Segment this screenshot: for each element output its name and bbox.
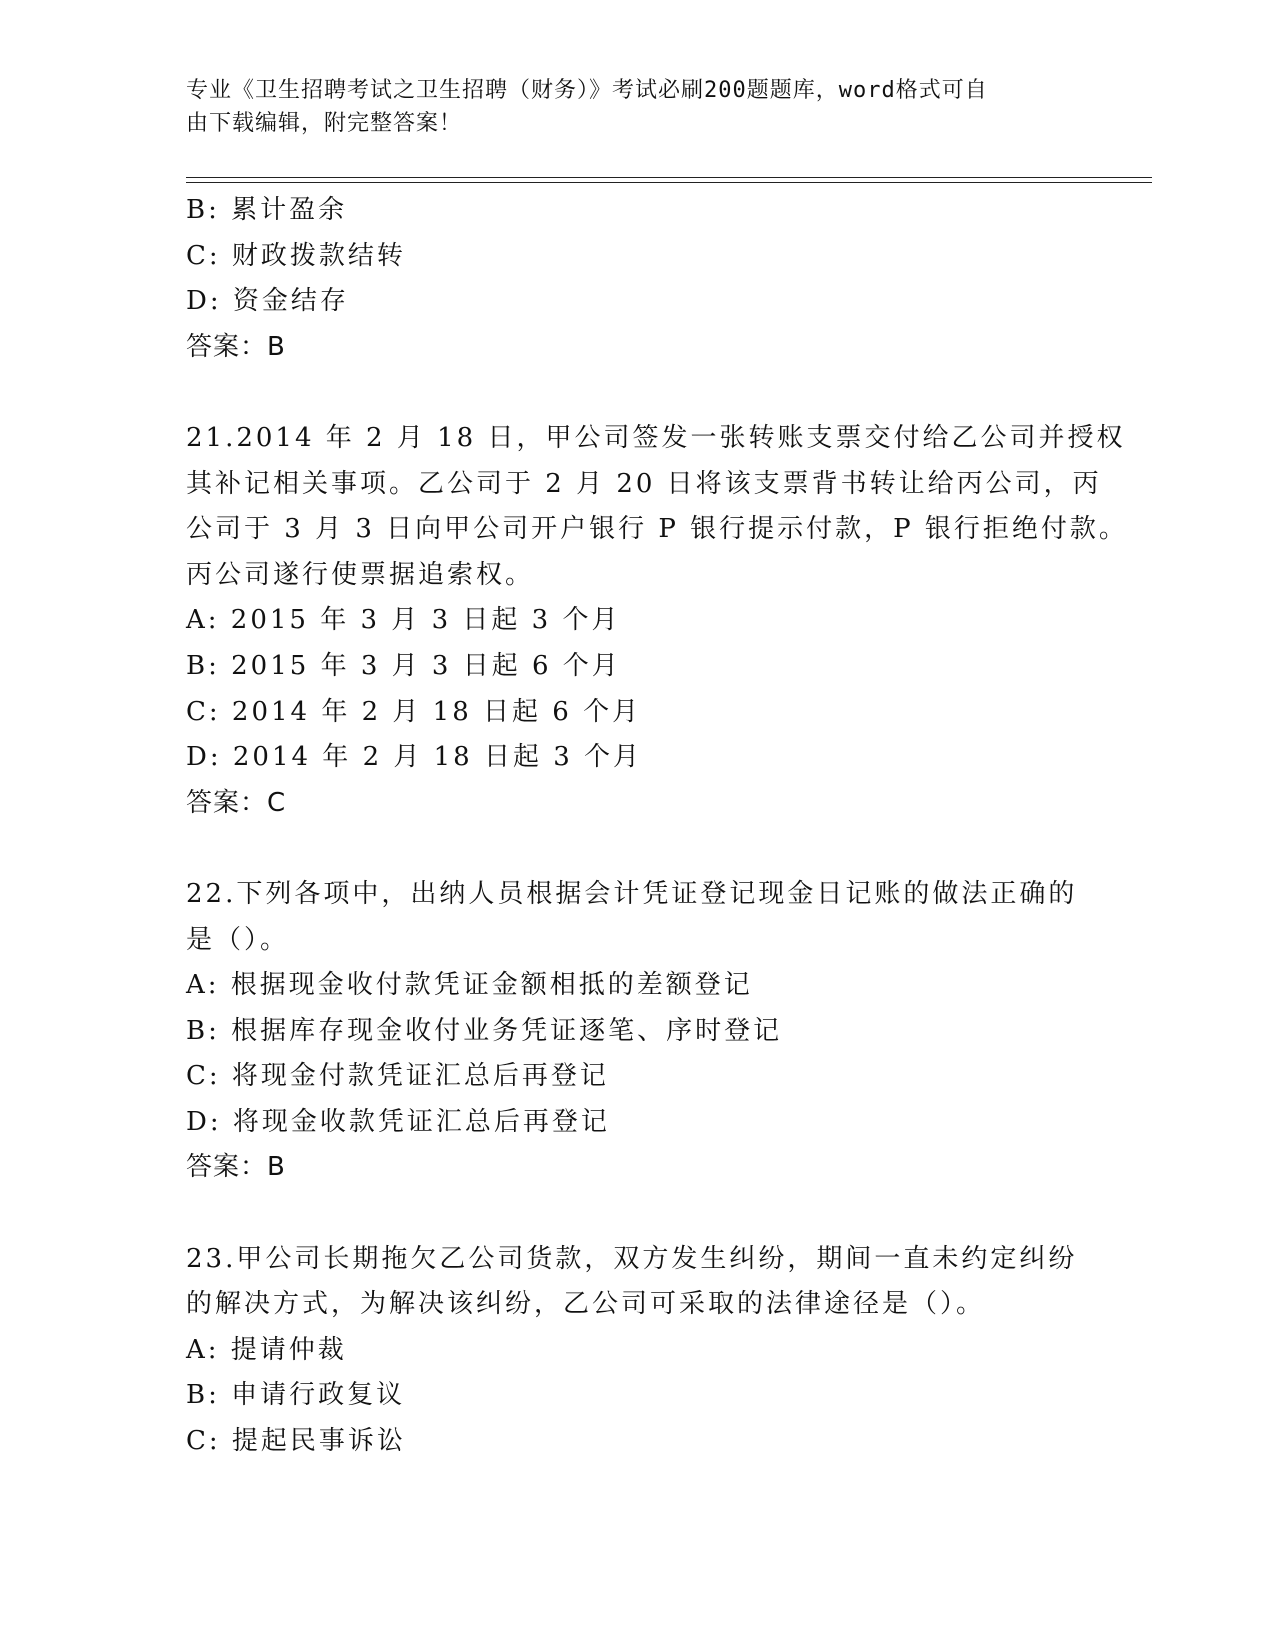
option-b: B: 申请行政复议 <box>186 1380 406 1411</box>
answer-line: 答案：C <box>186 787 287 818</box>
question-stem-line: 23.甲公司长期拖欠乙公司货款，双方发生纠纷，期间一直未约定纠纷 <box>186 1243 1078 1274</box>
answer-line: 答案：B <box>186 1152 286 1183</box>
option-a: A: 提请仲裁 <box>186 1334 347 1365</box>
option-c: C: 财政拨款结转 <box>186 240 406 271</box>
option-a: A: 根据现金收付款凭证金额相抵的差额登记 <box>186 970 753 1001</box>
spacer <box>186 1191 1086 1237</box>
option-c: C: 将现金付款凭证汇总后再登记 <box>186 1061 609 1092</box>
question-stem-line: 公司于 3 月 3 日向甲公司开户银行 P 银行提示付款，P 银行拒绝付款。 <box>186 514 1128 545</box>
question-stem-line: 的解决方式，为解决该纠纷，乙公司可采取的法律途径是（）。 <box>186 1289 986 1320</box>
question-stem-line: 丙公司遂行使票据追索权。 <box>186 559 535 590</box>
answer-line: 答案：B <box>186 331 286 362</box>
question-22 <box>186 872 1086 1191</box>
header-line-1: 专业《卫生招聘考试之卫生招聘（财务）》考试必刷200题题库，word格式可自 <box>186 78 988 103</box>
spacer <box>186 370 1086 416</box>
question-20-tail <box>186 188 1086 370</box>
question-23 <box>186 1237 1086 1465</box>
question-stem-line: 是（）。 <box>186 924 290 955</box>
spacer <box>186 826 1086 872</box>
option-b: B: 2015 年 3 月 3 日起 6 个月 <box>186 650 621 681</box>
option-c: C: 2014 年 2 月 18 日起 6 个月 <box>186 696 642 727</box>
page-header <box>186 74 1066 140</box>
option-d: D: 2014 年 2 月 18 日起 3 个月 <box>186 742 643 773</box>
option-d: D: 资金结存 <box>186 286 349 317</box>
header-line-2: 由下载编辑，附完整答案！ <box>186 111 463 136</box>
question-21 <box>186 416 1128 826</box>
question-stem-line: 22.下列各项中，出纳人员根据会计凭证登记现金日记账的做法正确的 <box>186 878 1078 909</box>
header-divider <box>186 177 1152 183</box>
document-body <box>186 188 1128 1465</box>
question-stem-line: 其补记相关事项。乙公司于 2 月 20 日将该支票背书转让给丙公司，丙 <box>186 468 1102 499</box>
option-c: C: 提起民事诉讼 <box>186 1426 406 1457</box>
question-stem-line: 21.2014 年 2 月 18 日，甲公司签发一张转账支票交付给乙公司并授权 <box>186 422 1126 453</box>
option-b: B: 根据库存现金收付业务凭证逐笔、序时登记 <box>186 1015 783 1046</box>
option-b: B: 累计盈余 <box>186 195 348 225</box>
option-d: D: 将现金收款凭证汇总后再登记 <box>186 1106 610 1137</box>
option-a: A: 2015 年 3 月 3 日起 3 个月 <box>186 605 621 636</box>
